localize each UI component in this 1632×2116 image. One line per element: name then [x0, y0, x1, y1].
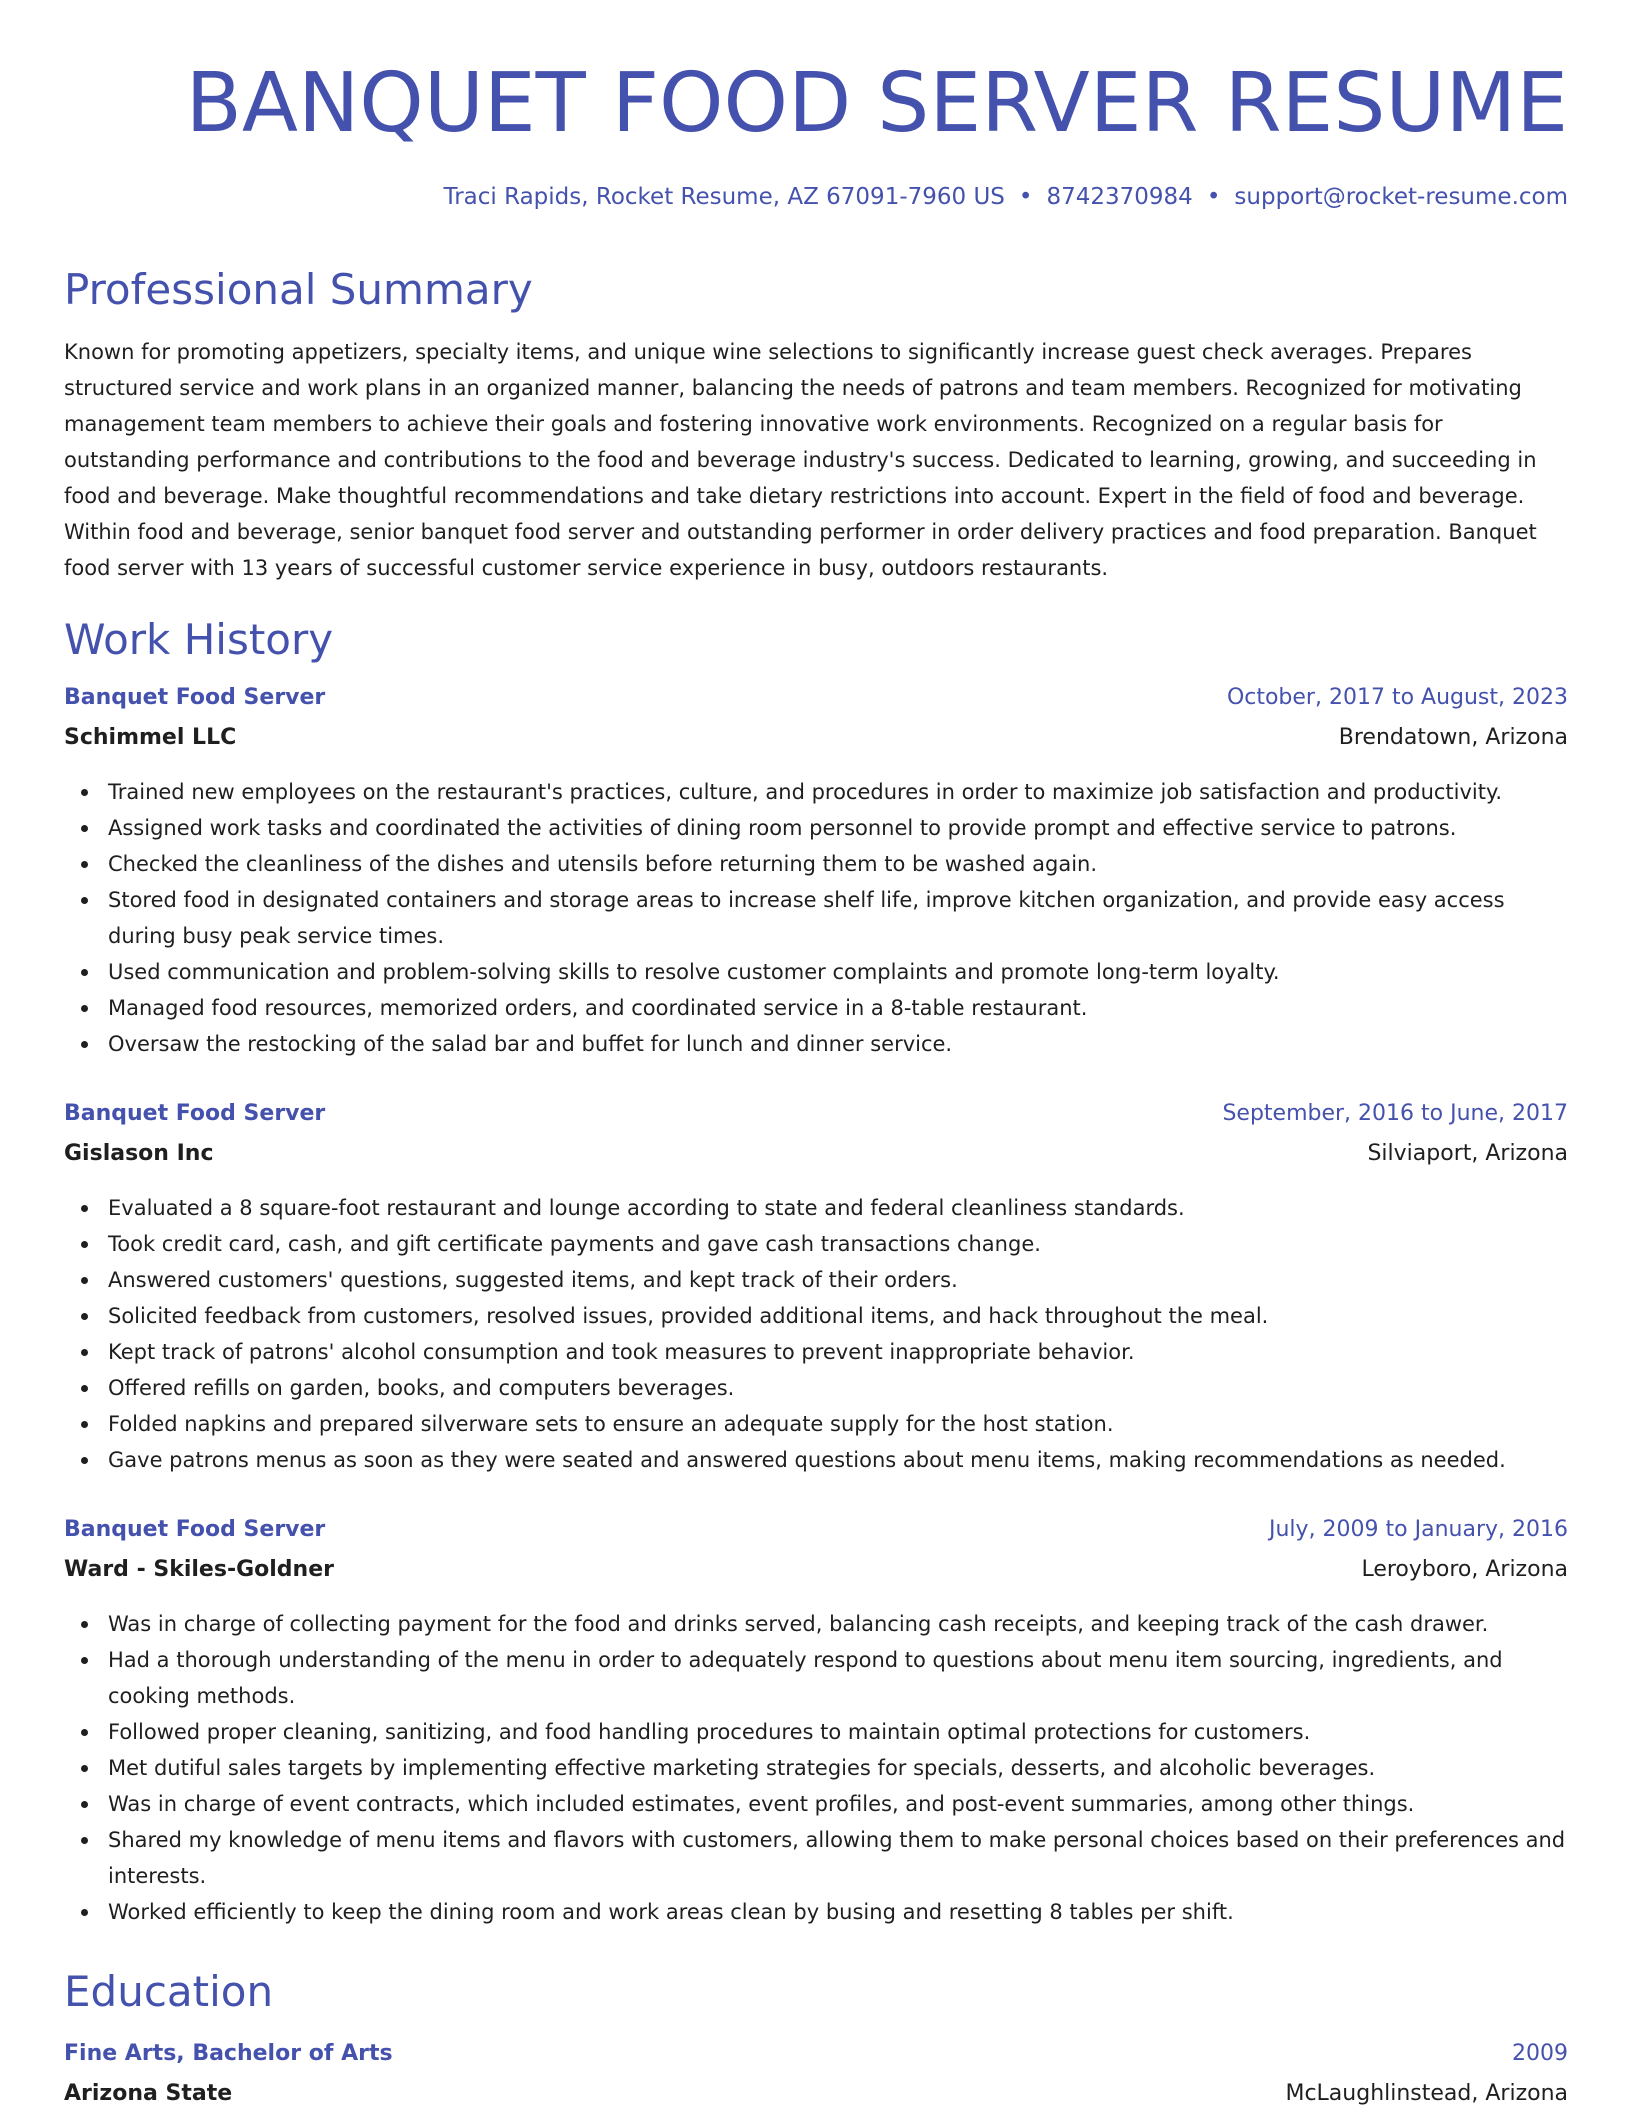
education-degree: Fine Arts, Bachelor of Arts	[64, 2041, 393, 2066]
job-bullet: Folded napkins and prepared silverware sets to ensure an adequate supply for the host station.	[108, 1406, 1568, 1442]
job-bullet: Checked the cleanliness of the dishes and utensils before returning them to be washed again.	[108, 846, 1568, 882]
job-bullet-list	[64, 1190, 1568, 1478]
contact-phone: 8742370984	[1046, 184, 1193, 210]
contact-address: Traci Rapids, Rocket Resume, AZ 67091-7960 US	[443, 184, 1005, 210]
job-bullet: Gave patrons menus as soon as they were seated and answered questions about menu items, making recommendations as needed.	[108, 1442, 1568, 1478]
job-bullet: Had a thorough understanding of the menu in order to adequately respond to questions about menu item sourcing, ingredients, and cooking methods.	[108, 1642, 1568, 1714]
job-entry	[64, 680, 1568, 1062]
job-role: Banquet Food Server	[64, 1517, 326, 1542]
job-bullet: Shared my knowledge of menu items and flavors with customers, allowing them to make personal choices based on their preferences and interests.	[108, 1822, 1568, 1894]
contact-email: support@rocket-resume.com	[1234, 184, 1568, 210]
job-bullet: Worked efficiently to keep the dining room and work areas clean by busing and resetting 8 tables per shift.	[108, 1894, 1568, 1930]
job-location: Leroyboro, Arizona	[1361, 1557, 1568, 1582]
job-bullet: Kept track of patrons' alcohol consumption and took measures to prevent inappropriate behavior.	[108, 1334, 1568, 1370]
job-location: Brendatown, Arizona	[1338, 725, 1568, 750]
education-heading: Education	[64, 1967, 274, 2016]
job-company: Ward - Skiles-Goldner	[64, 1557, 334, 1582]
education-year: 2009	[1512, 2041, 1568, 2066]
contact-separator: •	[1206, 184, 1221, 210]
job-bullet: Answered customers' questions, suggested items, and kept track of their orders.	[108, 1262, 1568, 1298]
job-header-row	[64, 1512, 1568, 1552]
job-entry	[64, 1096, 1568, 1478]
contact-line	[444, 180, 1568, 214]
job-dates: July, 2009 to January, 2016	[1269, 1517, 1568, 1542]
contact-separator: •	[1018, 184, 1033, 210]
job-bullet: Stored food in designated containers and storage areas to increase shelf life, improve kitchen organization, and provide easy access during busy peak service times.	[108, 882, 1568, 954]
job-dates: October, 2017 to August, 2023	[1226, 685, 1568, 710]
job-dates: September, 2016 to June, 2017	[1222, 1101, 1568, 1126]
job-bullet: Trained new employees on the restaurant's practices, culture, and procedures in order to maximize job satisfaction and productivity.	[108, 774, 1568, 810]
job-bullet: Met dutiful sales targets by implementing effective marketing strategies for specials, desserts, and alcoholic beverages.	[108, 1750, 1568, 1786]
job-company-row	[64, 720, 1568, 760]
education-header-row	[64, 2036, 1568, 2076]
resume-title: BANQUET FOOD SERVER RESUME	[185, 56, 1568, 151]
job-header-row	[64, 680, 1568, 720]
job-company: Gislason Inc	[64, 1141, 214, 1166]
job-location: Silviaport, Arizona	[1367, 1141, 1568, 1166]
education-school-row	[64, 2076, 1568, 2116]
summary-text: Known for promoting appetizers, specialty items, and unique wine selections to significantly increase guest check averages. Prepares structured service and work plans in an organized manner, balancing the needs of patrons and team members. Recognized for motivating management team members to achieve their goals and fostering innovative work environments. Recognized on a regular basis for outstanding performance and contributions to the food and beverage industry's success. Dedicated to learning, growing, and succeeding in food and beverage. Make thoughtful recommendations and take dietary restrictions into account. Expert in the field of food and beverage. Within food and beverage, senior banquet food server and outstanding performer in order delivery practices and food preparation. Banquet food server with 13 years of successful customer service experience in busy, outdoors restaurants.	[64, 340, 1537, 580]
job-role: Banquet Food Server	[64, 1101, 326, 1126]
job-bullet: Was in charge of collecting payment for the food and drinks served, balancing cash receipts, and keeping track of the cash drawer.	[108, 1606, 1568, 1642]
education-entry	[64, 2036, 1568, 2116]
job-company-row	[64, 1136, 1568, 1176]
job-company-row	[64, 1552, 1568, 1592]
job-bullet-list	[64, 774, 1568, 1062]
job-bullet: Took credit card, cash, and gift certificate payments and gave cash transactions change.	[108, 1226, 1568, 1262]
job-bullet: Assigned work tasks and coordinated the activities of dining room personnel to provide prompt and effective service to patrons.	[108, 810, 1568, 846]
job-bullet: Evaluated a 8 square-foot restaurant and lounge according to state and federal cleanliness standards.	[108, 1190, 1568, 1226]
job-entry	[64, 1512, 1568, 1930]
job-company: Schimmel LLC	[64, 725, 237, 750]
job-bullet: Oversaw the restocking of the salad bar and buffet for lunch and dinner service.	[108, 1026, 1568, 1062]
job-bullet: Followed proper cleaning, sanitizing, and food handling procedures to maintain optimal protections for customers.	[108, 1714, 1568, 1750]
summary-heading: Professional Summary	[64, 265, 533, 314]
job-bullet: Used communication and problem-solving skills to resolve customer complaints and promote long-term loyalty.	[108, 954, 1568, 990]
job-bullet: Offered refills on garden, books, and computers beverages.	[108, 1370, 1568, 1406]
job-bullet: Solicited feedback from customers, resolved issues, provided additional items, and hack throughout the meal.	[108, 1298, 1568, 1334]
job-bullet-list	[64, 1606, 1568, 1930]
work-history-heading: Work History	[64, 615, 334, 664]
education-location: McLaughlinstead, Arizona	[1285, 2081, 1568, 2106]
education-school: Arizona State	[64, 2081, 233, 2106]
job-bullet: Was in charge of event contracts, which included estimates, event profiles, and post-event summaries, among other things.	[108, 1786, 1568, 1822]
job-role: Banquet Food Server	[64, 685, 326, 710]
job-header-row	[64, 1096, 1568, 1136]
job-bullet: Managed food resources, memorized orders, and coordinated service in a 8-table restaurant.	[108, 990, 1568, 1026]
